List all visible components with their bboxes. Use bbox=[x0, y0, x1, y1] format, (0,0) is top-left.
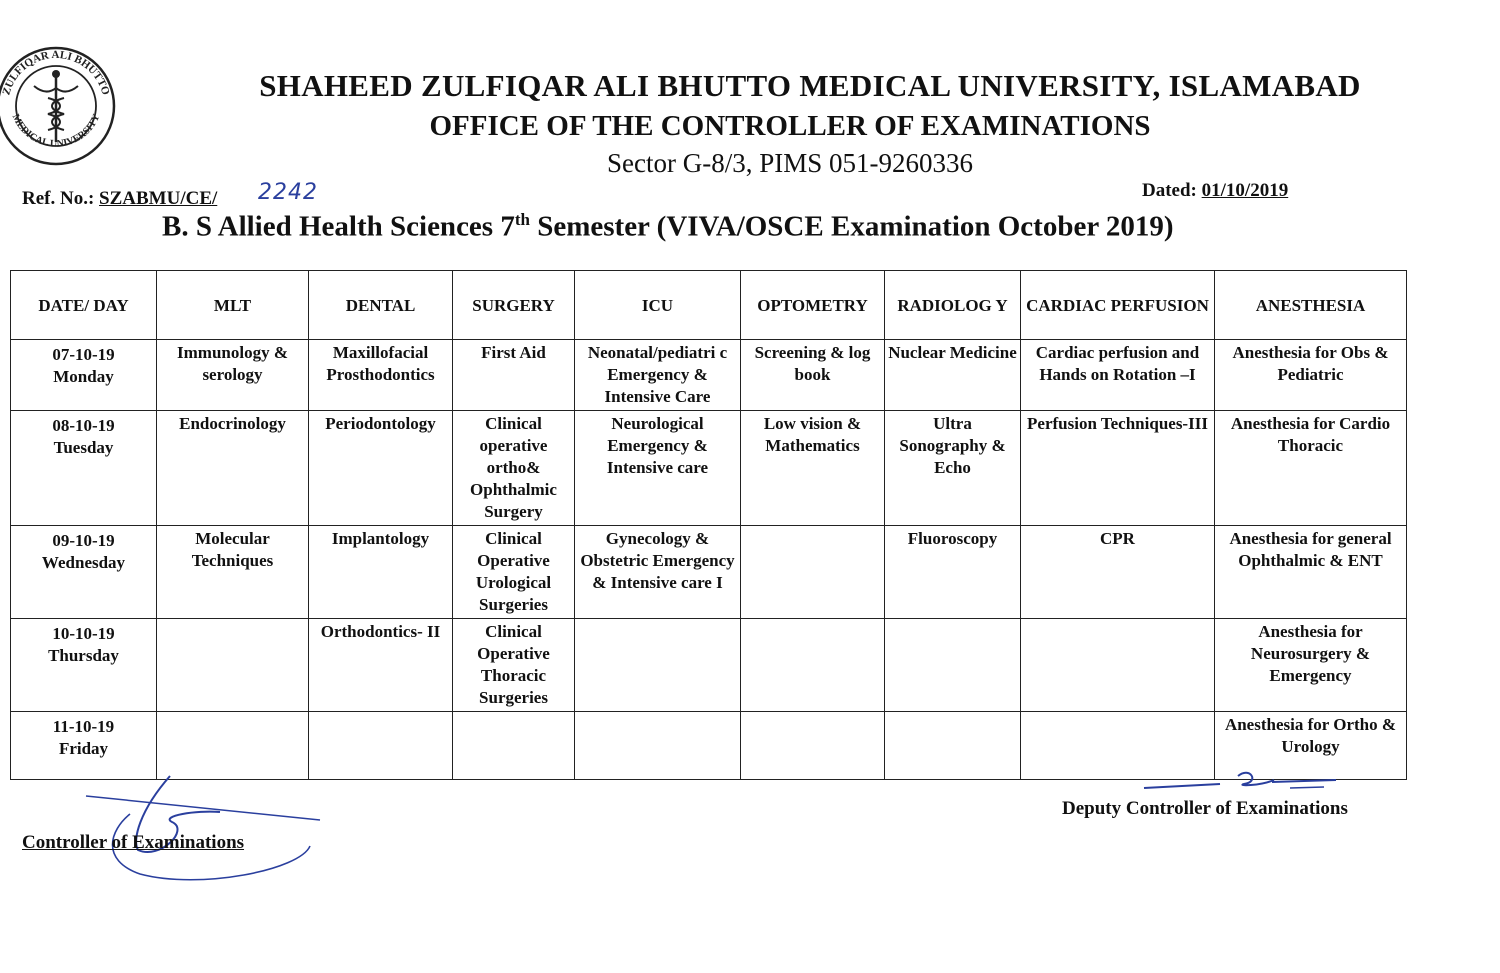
subject-cell: Endocrinology bbox=[157, 411, 309, 526]
exam-date: 09-10-19 bbox=[52, 531, 115, 550]
subject-cell: Neurological Emergency & Intensive care bbox=[575, 411, 741, 526]
subject-cell bbox=[885, 712, 1021, 780]
subject-cell: Gynecology & Obstetric Emergency & Intensive care I bbox=[575, 526, 741, 619]
svg-text:ZULFIQAR ALI BHUTTO: ZULFIQAR ALI BHUTTO bbox=[0, 48, 112, 97]
table-row bbox=[11, 411, 1407, 526]
header-cardiac-perfusion: CARDIAC PERFUSION bbox=[1021, 271, 1215, 340]
subject-cell: Clinical Operative Urological Surgeries bbox=[453, 526, 575, 619]
subject-cell: Screening & log book bbox=[741, 340, 885, 411]
controller-signature bbox=[20, 770, 340, 890]
subject-cell bbox=[157, 619, 309, 712]
deputy-controller-title: Deputy Controller of Examinations bbox=[1062, 798, 1348, 819]
subject-cell: Orthodontics- II bbox=[309, 619, 453, 712]
header-surgery: SURGERY bbox=[453, 271, 575, 340]
subject-cell: Perfusion Techniques-III bbox=[1021, 411, 1215, 526]
subject-cell bbox=[453, 712, 575, 780]
subject-cell: Anesthesia for Ortho & Urology bbox=[1215, 712, 1407, 780]
exam-title-part1: B. S Allied Health Sciences 7 bbox=[162, 210, 515, 243]
header-dental: DENTAL bbox=[309, 271, 453, 340]
subject-cell bbox=[575, 712, 741, 780]
date-value: 01/10/2019 bbox=[1201, 180, 1289, 201]
deputy-controller-signature bbox=[1140, 760, 1360, 800]
exam-title bbox=[162, 210, 1174, 244]
exam-day: Tuesday bbox=[53, 438, 114, 457]
subject-cell: Clinical operative ortho& Ophthalmic Surgery bbox=[453, 411, 575, 526]
controller-title: Controller of Examinations bbox=[22, 832, 245, 853]
subject-cell bbox=[741, 712, 885, 780]
exam-day: Wednesday bbox=[41, 553, 126, 572]
date-label: Dated: bbox=[1142, 180, 1197, 201]
exam-date: 10-10-19 bbox=[52, 624, 115, 643]
date-day-cell bbox=[11, 340, 157, 411]
exam-schedule-table bbox=[10, 270, 1407, 780]
exam-date: 08-10-19 bbox=[52, 416, 115, 435]
subject-cell: Anesthesia for Obs & Pediatric bbox=[1215, 340, 1407, 411]
svg-text:MEDICAL UNIVERSITY: MEDICAL UNIVERSITY bbox=[9, 112, 103, 150]
subject-cell: CPR bbox=[1021, 526, 1215, 619]
office-name: OFFICE OF THE CONTROLLER OF EXAMINATIONS bbox=[429, 110, 1151, 142]
subject-cell: Molecular Techniques bbox=[157, 526, 309, 619]
date-day-cell bbox=[11, 411, 157, 526]
subject-cell: Ultra Sonography & Echo bbox=[885, 411, 1021, 526]
subject-cell: Anesthesia for Cardio Thoracic bbox=[1215, 411, 1407, 526]
subject-cell: Periodontology bbox=[309, 411, 453, 526]
university-name: SHAHEED ZULFIQAR ALI BHUTTO MEDICAL UNIVERSITY, ISLAMABAD bbox=[259, 68, 1361, 103]
subject-cell: Clinical Operative Thoracic Surgeries bbox=[453, 619, 575, 712]
subject-cell: Fluoroscopy bbox=[885, 526, 1021, 619]
exam-date: 11-10-19 bbox=[52, 717, 115, 736]
subject-cell bbox=[885, 619, 1021, 712]
subject-cell: Anesthesia for Neurosurgery & Emergency bbox=[1215, 619, 1407, 712]
subject-cell: Nuclear Medicine bbox=[885, 340, 1021, 411]
reference-label: Ref. No.: bbox=[22, 188, 95, 209]
date-day-cell bbox=[11, 619, 157, 712]
document-date bbox=[1142, 180, 1288, 202]
exam-title-part2: Semester (VIVA/OSCE Examination October 2019) bbox=[529, 210, 1174, 243]
table-row bbox=[11, 619, 1407, 712]
subject-cell bbox=[1021, 619, 1215, 712]
exam-day: Thursday bbox=[48, 646, 119, 665]
exam-date: 07-10-19 bbox=[52, 345, 115, 364]
header-date-day: DATE/ DAY bbox=[11, 271, 157, 340]
header-mlt: MLT bbox=[157, 271, 309, 340]
subject-cell bbox=[741, 619, 885, 712]
subject-cell: Implantology bbox=[309, 526, 453, 619]
subject-cell: Low vision & Mathematics bbox=[741, 411, 885, 526]
header-radiology: RADIOLOG Y bbox=[885, 271, 1021, 340]
subject-cell: Maxillofacial Prosthodontics bbox=[309, 340, 453, 411]
exam-title-sup: th bbox=[514, 210, 530, 229]
reference-number bbox=[22, 188, 273, 210]
header-icu: ICU bbox=[575, 271, 741, 340]
table-header-row bbox=[11, 271, 1407, 340]
subject-cell: Anesthesia for general Ophthalmic & ENT bbox=[1215, 526, 1407, 619]
subject-cell: Immunology & serology bbox=[157, 340, 309, 411]
exam-day: Monday bbox=[53, 367, 114, 386]
subject-cell: Neonatal/pediatri c Emergency & Intensive Care bbox=[575, 340, 741, 411]
subject-cell: Cardiac perfusion and Hands on Rotation –I bbox=[1021, 340, 1215, 411]
subject-cell bbox=[575, 619, 741, 712]
table-row bbox=[11, 340, 1407, 411]
header-optometry: OPTOMETRY bbox=[741, 271, 885, 340]
subject-cell: First Aid bbox=[453, 340, 575, 411]
reference-handwritten-number: 2242 bbox=[258, 180, 318, 205]
header-anesthesia: ANESTHESIA bbox=[1215, 271, 1407, 340]
date-day-cell bbox=[11, 526, 157, 619]
exam-day: Friday bbox=[58, 739, 109, 758]
table-row bbox=[11, 526, 1407, 619]
reference-value: SZABMU/CE/ bbox=[99, 188, 218, 209]
office-address: Sector G-8/3, PIMS 051-9260336 bbox=[607, 148, 973, 178]
subject-cell bbox=[741, 526, 885, 619]
